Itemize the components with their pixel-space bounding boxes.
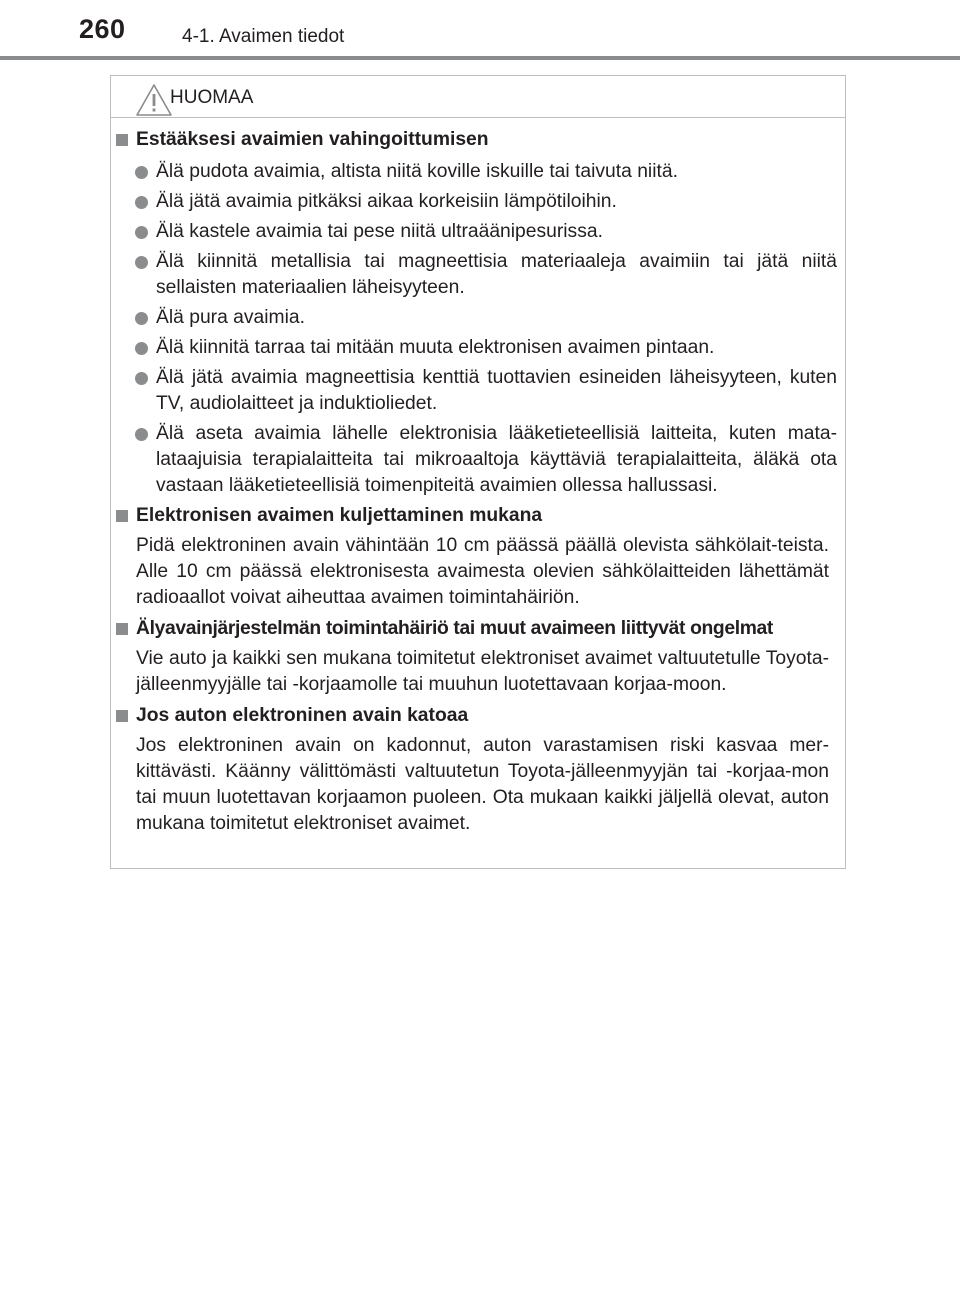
round-bullet-icon xyxy=(135,166,148,179)
list-item xyxy=(111,189,845,215)
notice-section xyxy=(111,127,845,499)
list-item xyxy=(111,421,845,499)
list-item-text: Älä aseta avaimia lähelle elektronisia lääketieteellisiä laitteita, kuten mata-lataajuisia terapialaitteita tai mikroaaltoja käyttäviä terapialaitteita, äläkä ota vastaan lääketieteellisiä toimenpiteitä avaimien ollessa hallussasi. xyxy=(156,423,837,496)
section-heading-text: Älyavainjärjestelmän toimintahäiriö tai muut avaimeen liittyvät ongelmat xyxy=(136,618,773,639)
section-heading-text: Elektronisen avaimen kuljettaminen mukana xyxy=(136,505,543,526)
square-bullet-icon xyxy=(116,134,128,146)
section-paragraph: Jos elektroninen avain on kadonnut, auton varastamisen riski kasvaa mer-kittävästi. Käänny välittömästi valtuutetun Toyota-jälleenmyyjän tai -korjaa-mon tai muun luotettavan korjaamon puoleen. Ota mukaan kaikki jäljellä olevat, auton mukana toimitetut elektroniset avaimet. xyxy=(136,735,829,834)
notice-title: HUOMAA xyxy=(170,87,254,108)
round-bullet-icon xyxy=(135,372,148,385)
section-heading-text: Jos auton elektroninen avain katoaa xyxy=(136,705,469,726)
list-item-text: Älä jätä avaimia pitkäksi aikaa korkeisiin lämpötiloihin. xyxy=(156,191,617,212)
round-bullet-icon xyxy=(135,312,148,325)
round-bullet-icon xyxy=(135,428,148,441)
list-item-text: Älä kastele avaimia tai pese niitä ultraäänipesurissa. xyxy=(156,221,603,242)
section-paragraph: Pidä elektroninen avain vähintään 10 cm päässä päällä olevista sähkölait-teista. Alle 10 cm päässä elektronisesta avaimesta olevien sähkölaitteiden lähettämät radioaallot voivat aiheuttaa avaimen toimintahäiriön. xyxy=(136,535,829,608)
list-item-text: Älä pudota avaimia, altista niitä koville iskuille tai taivuta niitä. xyxy=(156,161,678,182)
section-heading-text: Estääksesi avaimien vahingoittumisen xyxy=(136,129,489,150)
square-bullet-icon xyxy=(116,510,128,522)
page-header xyxy=(0,0,960,60)
warning-triangle-icon xyxy=(135,83,173,117)
notice-header xyxy=(111,76,845,118)
header-divider xyxy=(0,56,960,60)
round-bullet-icon xyxy=(135,226,148,239)
list-item xyxy=(111,159,845,185)
list-item xyxy=(111,305,845,331)
notice-section xyxy=(111,703,845,837)
list-item-text: Älä pura avaimia. xyxy=(156,307,305,328)
notice-section xyxy=(111,503,845,611)
notice-section xyxy=(111,616,845,698)
notice-box xyxy=(110,75,846,869)
list-item xyxy=(111,249,845,301)
square-bullet-icon xyxy=(116,710,128,722)
list-item xyxy=(111,335,845,361)
list-item-text: Älä jätä avaimia magneettisia kenttiä tuottavien esineiden läheisyyteen, kuten TV, audiolaitteet ja induktioliedet. xyxy=(156,367,837,414)
section-title: 4-1. Avaimen tiedot xyxy=(182,26,345,47)
page-number: 260 xyxy=(79,14,126,44)
notice-body xyxy=(111,127,845,837)
list-item-text: Älä kiinnitä tarraa tai mitään muuta elektronisen avaimen pintaan. xyxy=(156,337,715,358)
list-item xyxy=(111,365,845,417)
section-heading xyxy=(111,616,845,642)
section-heading xyxy=(111,703,845,729)
round-bullet-icon xyxy=(135,256,148,269)
list-item xyxy=(111,219,845,245)
section-paragraph: Vie auto ja kaikki sen mukana toimitetut elektroniset avaimet valtuutetulle Toyota-jälleenmyyjälle tai -korjaamolle tai muuhun luotettavaan korjaa-moon. xyxy=(136,648,829,695)
round-bullet-icon xyxy=(135,196,148,209)
square-bullet-icon xyxy=(116,623,128,635)
section-heading xyxy=(111,127,845,153)
list-item-text: Älä kiinnitä metallisia tai magneettisia materiaaleja avaimiin tai jätä niitä sellaisten materiaalien läheisyyteen. xyxy=(156,251,837,298)
section-heading xyxy=(111,503,845,529)
round-bullet-icon xyxy=(135,342,148,355)
